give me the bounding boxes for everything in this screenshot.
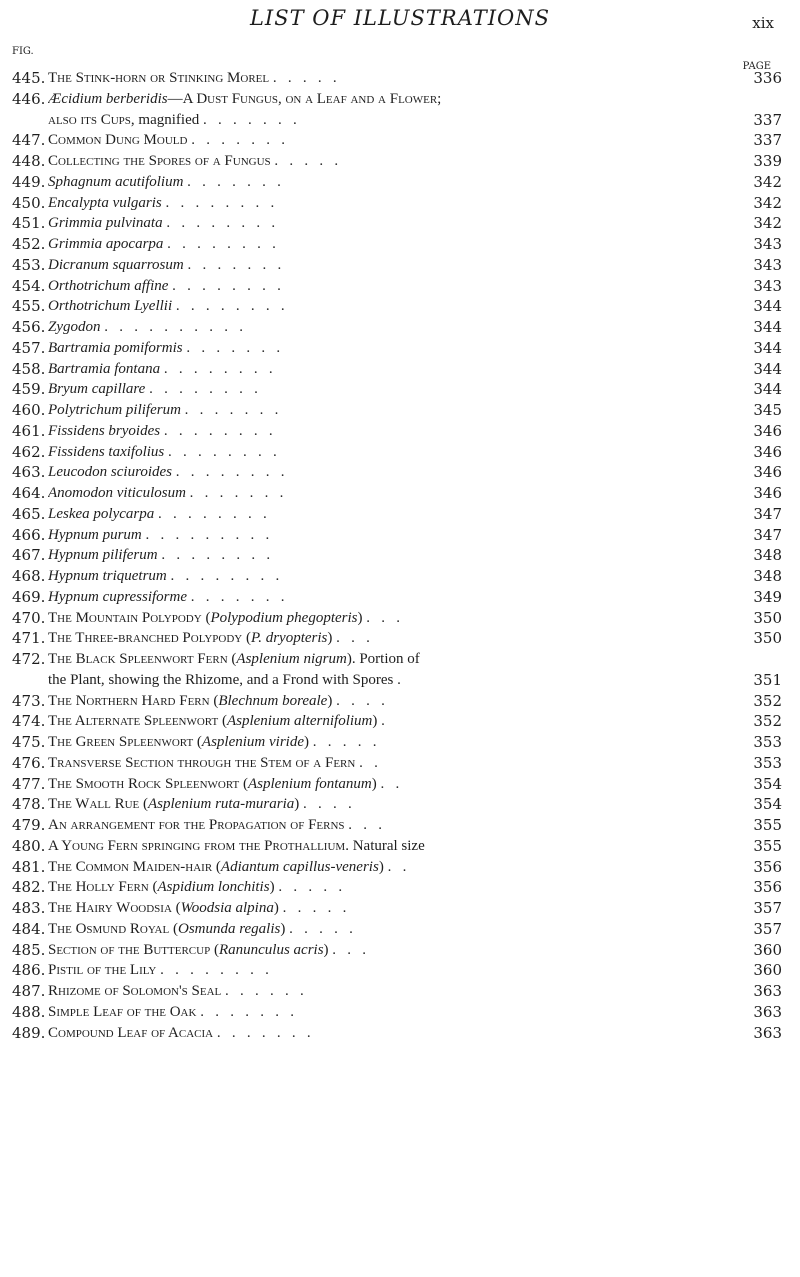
list-item [12,276,782,297]
page-number: 353 [753,753,782,772]
fig-column-label: FIG. [12,46,34,57]
figure-caption: The Hairy Woodsia (Woodsia alpina) . . . . . [48,900,347,916]
list-item [12,670,782,691]
list-item [12,234,782,255]
leader-dots: . . . . . . . . [160,422,273,439]
figure-number: 464. [12,484,46,502]
leader-dots: . . . . . [270,153,339,169]
leader-dots: . . . . . [274,879,343,896]
figure-number: 470. [12,608,46,627]
figure-number: 447. [12,131,46,150]
figure-caption: Leskea polycarpa . . . . . . . . [48,505,267,522]
figure-caption: The Alternate Spleenwort (Asplenium alternifolium) . [48,713,385,730]
list-item [12,504,782,525]
illustration-list [12,68,782,1043]
leader-dots: . . [383,858,407,875]
figure-number: 459. [12,380,46,399]
page-number: 343 [753,276,782,295]
figure-caption: An arrangement for the Propagation of Ferns . . . [48,817,383,833]
list-item [12,566,782,587]
figure-caption: Leucodon sciuroides . . . . . . . . [48,464,285,481]
leader-dots: . . . . . [278,900,347,916]
figure-caption: The Stink-horn or Stinking Morel . . . . . [48,70,337,86]
page-number: 360 [753,940,782,959]
figure-caption: Fissidens taxifolius . . . . . . . . [48,443,277,460]
page-number: 355 [753,816,782,834]
figure-caption: The Green Spleenwort (Asplenium viride) . . . . . [48,734,377,750]
page-number: 344 [753,380,782,399]
page-number: 346 [753,442,782,461]
leader-dots: . . . . . . . . [172,298,285,315]
figure-caption: Sphagnum acutifolium . . . . . . . [48,173,281,190]
figure-number: 463. [12,463,46,482]
leader-dots: . . . . . . . [196,1003,294,1020]
figure-number: 478. [12,795,46,814]
page-number: 346 [753,484,782,502]
leader-dots: . . . . [332,692,385,709]
figure-caption: Encalypta vulgaris . . . . . . . . [48,194,275,211]
figure-caption: Section of the Buttercup (Ranunculus acris) . . . [48,941,367,958]
list-item [12,172,782,193]
figure-caption: Hypnum triquetrum . . . . . . . . [48,568,280,584]
leader-dots: . . . . . . . . [145,381,258,398]
leader-dots: . . [355,754,378,771]
page-number: 350 [753,608,782,627]
list-item [12,960,782,981]
list-item [12,587,782,608]
page-number: 363 [753,982,782,1000]
figure-caption: Anomodon viticulosum . . . . . . . [48,485,284,501]
leader-dots: . . . . . . . [187,132,285,149]
figure-number: 472. [12,650,46,668]
figure-caption: The Northern Hard Fern (Blechnum boreale) . . . . [48,692,385,709]
leader-dots: . . . . . . . . [156,962,269,979]
list-item [12,359,782,380]
figure-number: 475. [12,733,46,751]
figure-number: 460. [12,401,46,419]
figure-caption: Collecting the Spores of a Fungus . . . . . [48,153,339,169]
list-item [12,89,782,110]
figure-number: 486. [12,961,46,980]
figure-caption: Grimmia apocarpa . . . . . . . . [48,236,276,252]
leader-dots: . . . . . . . . . [141,526,270,543]
page-number: 353 [753,733,782,751]
page-number: 354 [753,774,782,793]
page-number: 357 [753,899,782,917]
figure-caption: The Three-branched Polypody (P. dryopteris) . . . [48,630,370,647]
figure-number: 461. [12,421,46,440]
figure-caption: The Wall Rue (Asplenium ruta-muraria) . . . . [48,796,352,813]
figure-caption: Hypnum cupressiforme . . . . . . . [48,588,285,605]
figure-caption: Pistil of the Lily . . . . . . . . [48,962,269,979]
figure-number: 457. [12,338,46,357]
page-number: 344 [753,338,782,357]
figure-caption: Bartramia pomiformis . . . . . . . [48,339,281,356]
list-item [12,1002,782,1023]
leader-dots: . . . . . . . [183,173,281,190]
list-item [12,732,782,753]
list-item [12,68,782,89]
figure-number: 455. [12,297,46,316]
list-item [12,981,782,1002]
figure-caption: Dicranum squarrosum . . . . . . . [48,256,282,273]
list-item [12,608,782,629]
list-item [12,151,782,172]
leader-dots: . . . . . . . . [154,505,267,522]
figure-number: 453. [12,255,46,274]
page-number: 354 [753,795,782,814]
leader-dots: . . . [328,941,367,958]
list-item [12,110,782,131]
leader-dots: . . . . . . . . [168,277,281,294]
figure-number: 488. [12,1002,46,1021]
leader-dots: . . . . . [285,920,353,937]
page-number: 363 [753,1002,782,1021]
page-number: 363 [753,1023,782,1042]
page-number: 342 [753,214,782,233]
list-item [12,213,782,234]
page-number: 355 [753,836,782,855]
leader-dots: . . . . . . . [213,1024,311,1041]
figure-caption: Compound Leaf of Acacia . . . . . . . [48,1024,311,1041]
leader-dots: . . . . . [269,70,337,86]
figure-caption: also its Cups, magnified . . . . . . . [48,111,297,128]
page-number: 344 [753,297,782,316]
page-number: 337 [753,131,782,150]
figure-number: 481. [12,857,46,876]
figure-caption: Grimmia pulvinata . . . . . . . . [48,215,276,232]
list-item [12,919,782,940]
page-number: 348 [753,567,782,585]
page-number: 343 [753,235,782,253]
figure-number: 484. [12,919,46,938]
list-item [12,193,782,214]
figure-number: 454. [12,276,46,295]
page-number: 346 [753,463,782,482]
page-number: 342 [753,172,782,191]
figure-number: 479. [12,816,46,834]
leader-dots: . . . . . . . . [166,568,280,584]
page-number: 347 [753,504,782,523]
figure-number: 458. [12,359,46,378]
leader-dots: . . . [362,609,401,626]
figure-caption: The Mountain Polypody (Polypodium phegopteris) . . . [48,609,401,626]
leader-dots: . . . . . . . [199,111,297,128]
leader-dots: . [393,671,401,688]
list-item [12,525,782,546]
figure-caption: The Black Spleenwort Fern (Asplenium nigrum). Portion of [48,651,420,667]
figure-number: 449. [12,172,46,191]
figure-caption: The Common Maiden-hair (Adiantum capillus-veneris) . . [48,858,407,875]
figure-number: 450. [12,193,46,212]
leader-dots: . . . . . [309,734,377,750]
figure-number: 471. [12,629,46,648]
figure-caption: Orthotrichum affine . . . . . . . . [48,277,281,294]
running-header-title: LIST OF ILLUSTRATIONS [249,6,550,30]
figure-number: 474. [12,712,46,731]
page-number: 343 [753,255,782,274]
list-item [12,255,782,276]
leader-dots: . . . [332,630,370,647]
list-item [12,691,782,712]
list-item [12,711,782,732]
list-item [12,898,782,919]
leader-dots: . . . . . . [221,983,304,999]
leader-dots: . . . . . . . . [172,464,285,481]
list-item [12,877,782,898]
list-item [12,836,782,857]
list-item [12,628,782,649]
list-item [12,462,782,483]
page-number: 344 [753,359,782,378]
leader-dots: . . . . . . . [182,339,281,356]
figure-caption: the Plant, showing the Rhizome, and a Frond with Spores . [48,671,401,688]
figure-number: 462. [12,442,46,461]
page-number: 348 [753,546,782,565]
leader-dots: . . . . . . . [180,402,279,418]
list-item [12,1023,782,1044]
figure-caption: Fissidens bryoides . . . . . . . . [48,422,273,439]
leader-dots: . . . [344,817,383,833]
leader-dots: . . . . . . . . [160,360,273,377]
figure-number: 480. [12,836,46,855]
leader-dots: . . . . . . . [183,256,282,273]
page-number: 344 [753,318,782,336]
list-item [12,379,782,400]
list-item [12,483,782,504]
leader-dots: . . . . . . . . [162,215,276,232]
figure-number: 485. [12,940,46,959]
list-item [12,940,782,961]
page-number: 345 [753,401,782,419]
figure-number: 482. [12,878,46,897]
figure-caption: Simple Leaf of the Oak . . . . . . . [48,1003,294,1020]
page-number: 352 [753,712,782,731]
figure-number: 451. [12,214,46,233]
figure-number: 476. [12,753,46,772]
leader-dots: . . . . . . . . [157,547,271,564]
figure-number: 446. [12,89,46,108]
figure-caption: Bryum capillare . . . . . . . . [48,381,258,398]
figure-number: 473. [12,691,46,710]
leader-dots: . . . . . . . [187,588,285,605]
figure-caption: Zygodon . . . . . . . . . . [48,319,243,335]
figure-number: 456. [12,318,46,336]
figure-number: 452. [12,235,46,253]
list-item [12,421,782,442]
figure-caption: Transverse Section through the Stem of a Fern . . [48,754,378,771]
figure-number: 489. [12,1023,46,1042]
leader-dots: . . . . [299,796,352,813]
figure-caption: Æcidium berberidis—A Dust Fungus, on a Leaf and a Flower; [48,90,442,107]
figure-caption: Common Dung Mould . . . . . . . [48,132,285,149]
list-item [12,857,782,878]
list-item [12,649,782,670]
figure-caption: Hypnum purum . . . . . . . . . [48,526,270,543]
page-number: 336 [753,69,782,87]
page-number: 360 [753,961,782,980]
page-number: 356 [753,878,782,897]
page-number: 351 [753,670,782,689]
leader-dots: . . . . . . . [185,485,284,501]
list-item [12,338,782,359]
page-column-label: PAGE [742,61,771,72]
page-number: 337 [753,110,782,129]
leader-dots: . [377,713,385,730]
list-item [12,296,782,317]
leader-dots: . . . . . . . . [164,443,277,460]
page-number-roman: xix [752,14,774,32]
leader-dots: . . . . . . . . [163,236,276,252]
list-item [12,442,782,463]
leader-dots: . . . . . . . . . . [100,319,243,335]
figure-number: 487. [12,982,46,1000]
figure-number: 468. [12,567,46,585]
figure-number: 465. [12,504,46,523]
page-number: 357 [753,919,782,938]
list-item [12,545,782,566]
page-number: 339 [753,152,782,170]
figure-number: 466. [12,525,46,544]
leader-dots: . . [376,775,400,792]
list-item [12,774,782,795]
figure-number: 483. [12,899,46,917]
figure-caption: Hypnum piliferum . . . . . . . . [48,547,271,564]
figure-caption: The Osmund Royal (Osmunda regalis) . . . . . [48,920,353,937]
page-number: 350 [753,629,782,648]
figure-number: 469. [12,587,46,606]
list-item [12,794,782,815]
page-number: 346 [753,421,782,440]
list-item [12,130,782,151]
leader-dots: . . . . . . . . [161,194,275,211]
figure-caption: Orthotrichum Lyellii . . . . . . . . [48,298,285,315]
list-item [12,753,782,774]
figure-caption: The Holly Fern (Aspidium lonchitis) . . . . . [48,879,343,896]
figure-caption: Rhizome of Solomon's Seal . . . . . . [48,983,304,999]
page-number: 349 [753,587,782,606]
figure-caption: Bartramia fontana . . . . . . . . [48,360,273,377]
figure-number: 477. [12,774,46,793]
page-number: 356 [753,857,782,876]
page-number: 347 [753,525,782,544]
figure-caption: A Young Fern springing from the Prothallium. Natural size [48,837,425,854]
page-number: 342 [753,193,782,212]
page-number: 352 [753,691,782,710]
figure-number: 445. [12,69,46,87]
figure-caption: Polytrichum piliferum . . . . . . . [48,402,279,418]
figure-caption: The Smooth Rock Spleenwort (Asplenium fontanum) . . [48,775,400,792]
list-item [12,317,782,338]
list-item [12,815,782,836]
figure-number: 448. [12,152,46,170]
list-item [12,400,782,421]
figure-number: 467. [12,546,46,565]
